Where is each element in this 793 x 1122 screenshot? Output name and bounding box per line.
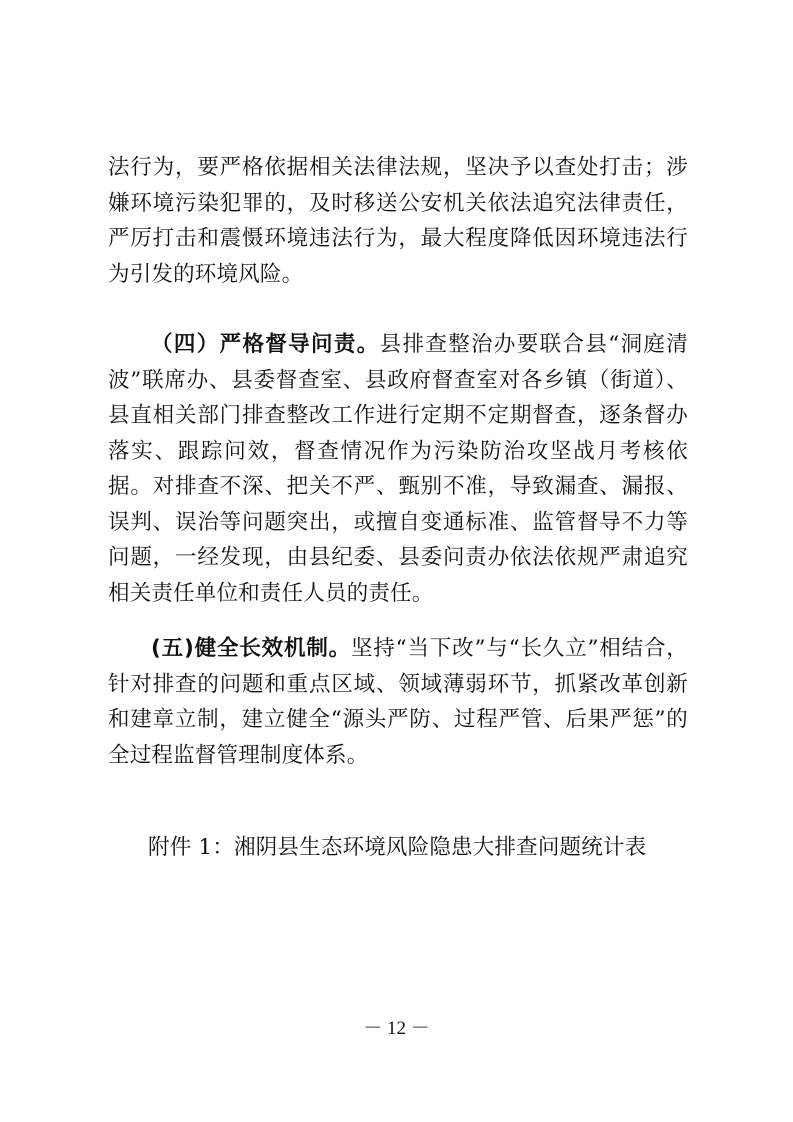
page-number: － 12 － bbox=[363, 1018, 430, 1039]
section-heading-supervision: （四）严格督导问责。 bbox=[151, 332, 380, 357]
paragraph-continuation bbox=[108, 150, 688, 292]
paragraph-text: 坚持“当下改”与“长久立”相结合，针对排查的问题和重点区域、领域薄弱环节，抓紧改革创新和建章立制，建立健全“源头严防、过程严管、后果严惩”的全过程监督管理制度体系。 bbox=[108, 636, 689, 768]
paragraph-text: 法行为，要严格依据相关法律法规，坚决予以查处打击；涉嫌环境污染犯罪的，及时移送公安机关依法追究法律责任，严厉打击和震慑环境违法行为，最大程度降低因环境违法行为引发的环境风险。 bbox=[108, 155, 688, 287]
attachment-note: 附件 1：湘阴县生态环境风险隐患大排查问题统计表 bbox=[148, 835, 647, 860]
section-heading-mechanism: (五)健全长效机制。 bbox=[151, 636, 351, 661]
paragraph-text: 县排查整治办要联合县“洞庭清波”联席办、县委督查室、县政府督查室对各乡镇（街道）、县直相关部门排查整改工作进行定期不定期督查，逐条督办落实、跟踪问效，督查情况作为污染防治攻坚战月考核依据。对排查不深、把关不严、甄别不准，导致漏查、漏报、误判、误治等问题突出，或擅自变通标准、监管督导不力等问题，一经发现，由县纪委、县委问责办依法依规严肃追究相关责任单位和责任人员的责任。 bbox=[108, 332, 688, 606]
paragraph-mechanism bbox=[108, 631, 688, 773]
paragraph-supervision bbox=[108, 327, 688, 611]
